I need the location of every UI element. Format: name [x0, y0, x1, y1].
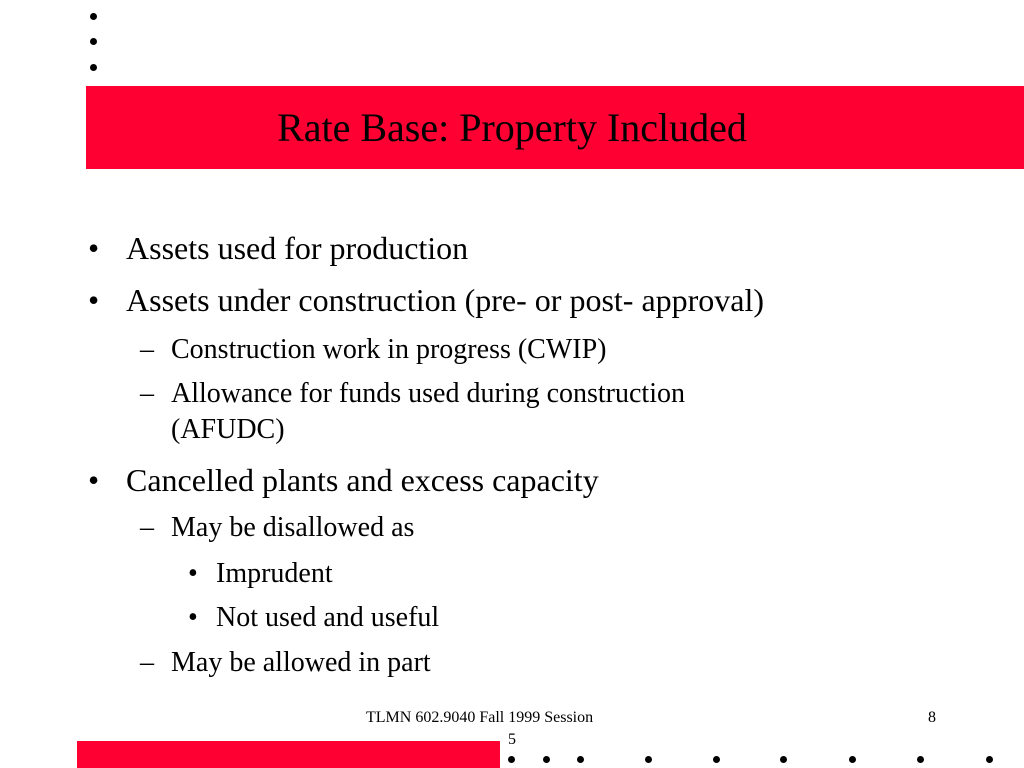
decorative-dot [645, 756, 652, 763]
footer-course-info-continuation: 5 [508, 731, 516, 748]
title-bar [86, 86, 1024, 169]
decorative-dot [90, 13, 97, 20]
bullet-marker: • [88, 230, 100, 266]
bullet-marker: • [88, 282, 100, 318]
decorative-dot [577, 756, 584, 763]
decorative-dot [986, 756, 993, 763]
sub-sub-bullet-text: Imprudent [216, 558, 333, 589]
bullet-text: Assets used for production [126, 230, 469, 266]
sub-bullet-text: May be allowed in part [171, 647, 431, 678]
sub-sub-bullet-marker: • [188, 602, 198, 633]
sub-bullet-marker: – [140, 512, 154, 543]
sub-bullet-text-continuation: (AFUDC) [171, 414, 285, 445]
decorative-dot [543, 756, 550, 763]
sub-sub-bullet-marker: • [188, 558, 198, 589]
sub-bullet-marker: – [140, 647, 154, 678]
bottom-accent-bar [77, 741, 500, 768]
decorative-dot [508, 756, 515, 763]
decorative-dot [90, 64, 97, 71]
decorative-dot [917, 756, 924, 763]
sub-bullet-marker: – [140, 334, 154, 365]
footer-course-info: TLMN 602.9040 Fall 1999 Session [366, 709, 594, 726]
bullet-marker: • [88, 462, 100, 498]
decorative-dot [780, 756, 787, 763]
decorative-dot [849, 756, 856, 763]
sub-bullet-marker: – [140, 378, 154, 409]
sub-bullet-text: Allowance for funds used during construction [171, 378, 685, 409]
decorative-dot [90, 38, 97, 45]
sub-bullet-text: Construction work in progress (CWIP) [171, 334, 607, 365]
decorative-dot [713, 756, 720, 763]
page-number: 8 [928, 709, 936, 726]
sub-bullet-text: May be disallowed as [171, 512, 415, 543]
bullet-text: Assets under construction (pre- or post- approval) [126, 282, 765, 318]
slide-title: Rate Base: Property Included [277, 105, 747, 150]
bullet-text: Cancelled plants and excess capacity [126, 462, 599, 498]
sub-sub-bullet-text: Not used and useful [216, 602, 440, 633]
